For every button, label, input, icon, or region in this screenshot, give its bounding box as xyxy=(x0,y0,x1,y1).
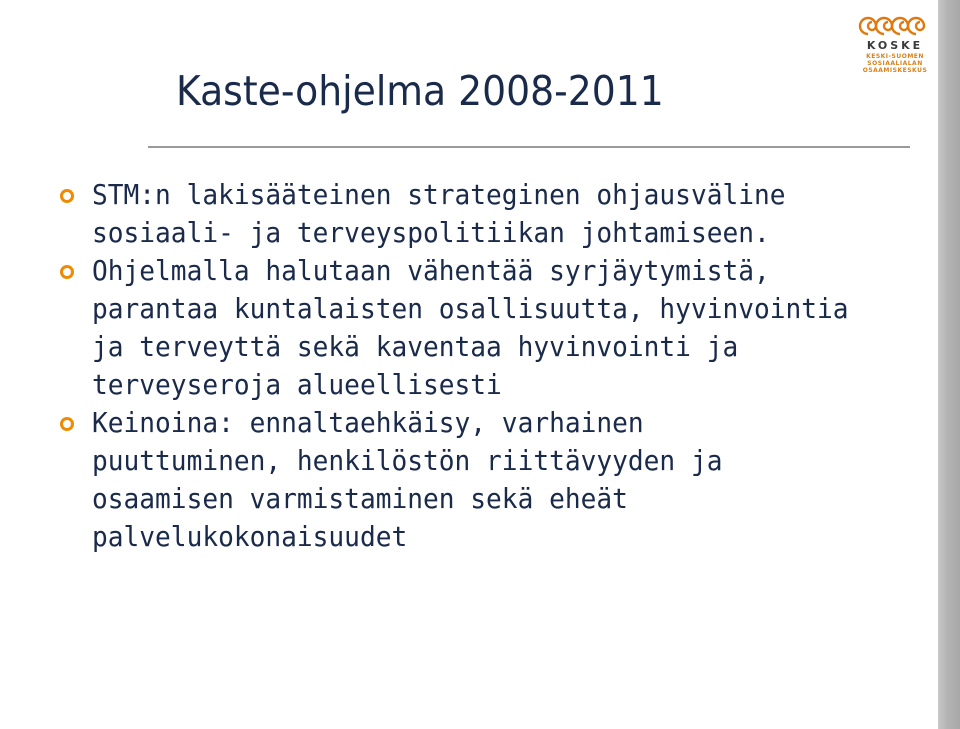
bullet-line: terveyseroja alueellisesti xyxy=(92,368,502,401)
koske-logo-emblem-icon xyxy=(856,12,934,38)
title-divider xyxy=(148,146,910,148)
logo-name: KOSKE xyxy=(866,39,924,52)
bullet-ring-icon xyxy=(60,189,74,203)
bullet-list xyxy=(60,176,920,556)
bullet-line: Ohjelmalla halutaan vähentää syrjäytymistä, xyxy=(92,254,770,287)
bullet-line: STM:n lakisääteinen strateginen ohjausväline xyxy=(92,178,786,211)
bullet-line: parantaa kuntalaisten osallisuutta, hyvinvointia xyxy=(92,292,849,325)
bullet-line: Keinoina: ennaltaehkäisy, varhainen xyxy=(92,406,644,439)
logo-subtitle-line-3: OSAAMISKESKUS xyxy=(862,67,928,74)
bullet-item-1 xyxy=(60,176,920,252)
logo-subtitle-line-1: KESKI-SUOMEN xyxy=(866,53,924,60)
koske-logo xyxy=(856,12,934,72)
bullet-ring-icon xyxy=(60,417,74,431)
bullet-item-2 xyxy=(60,252,920,404)
bullet-item-3 xyxy=(60,404,920,556)
bullet-line: ja terveyttä sekä kaventaa hyvinvointi ja xyxy=(92,330,739,363)
bullet-line: sosiaali- ja terveyspolitiikan johtamiseen. xyxy=(92,216,770,249)
bullet-line: osaamisen varmistaminen sekä eheät xyxy=(92,482,628,515)
bullet-ring-icon xyxy=(60,265,74,279)
slide-title: Kaste-ohjelma 2008-2011 xyxy=(176,67,664,115)
bullet-line: palvelukokonaisuudet xyxy=(92,520,408,553)
logo-subtitle-line-2: SOSIAALIALAN xyxy=(867,60,923,67)
bullet-line: puuttuminen, henkilöstön riittävyyden ja xyxy=(92,444,723,477)
